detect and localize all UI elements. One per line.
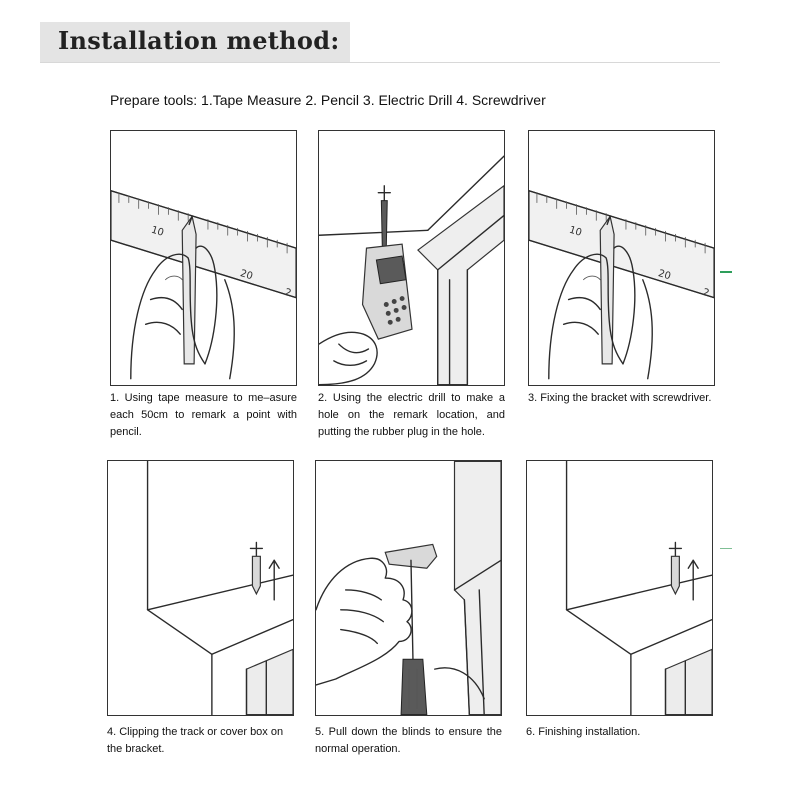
step-1-caption: 1. Using tape measure to me–asure each 50cm to remark a point with pencil. — [110, 392, 297, 438]
step-3-panel — [528, 130, 715, 386]
ruler-tick-label: 20 — [656, 268, 672, 283]
step-3-caption: 3. Fixing the bracket with screwdriver. — [528, 392, 712, 404]
step-4-panel — [107, 460, 294, 716]
step-2-panel — [318, 130, 505, 386]
step-2-caption: 2. Using the electric drill to make a hole on the remark location, and putting the rubber plug in the hole. — [318, 392, 505, 438]
step-5-panel — [315, 460, 502, 716]
ruler-tick-label: 10 — [149, 224, 165, 239]
step-1-panel — [110, 130, 297, 386]
ruler-tick-label: 20 — [238, 268, 254, 283]
hand-pencil-ruler-illustration — [529, 131, 714, 385]
title-divider — [40, 62, 720, 63]
step-4-caption: 4. Clipping the track or cover box on the bracket. — [107, 726, 284, 755]
hand-pencil-ruler-illustration — [111, 131, 296, 385]
hand-screwdriver-illustration — [316, 461, 501, 715]
ruler-tick-label: 2 — [701, 286, 711, 300]
page-title: Installation method: — [58, 26, 340, 55]
tools-list: Prepare tools: 1.Tape Measure 2. Pencil 3. Electric Drill 4. Screwdriver — [110, 92, 546, 108]
accent-mark — [720, 548, 732, 549]
ruler-tick-label: 2 — [283, 286, 293, 300]
step-5-caption: 5. Pull down the blinds to ensure the normal operation. — [315, 726, 502, 755]
step-6-panel — [526, 460, 713, 716]
electric-drill-illustration — [319, 131, 504, 385]
step-6-caption: 6. Finishing installation. — [526, 726, 641, 738]
wall-corner-plug-illustration — [108, 461, 293, 715]
wall-corner-plug-illustration — [527, 461, 712, 715]
accent-mark — [720, 271, 732, 273]
ruler-tick-label: 10 — [567, 224, 583, 239]
